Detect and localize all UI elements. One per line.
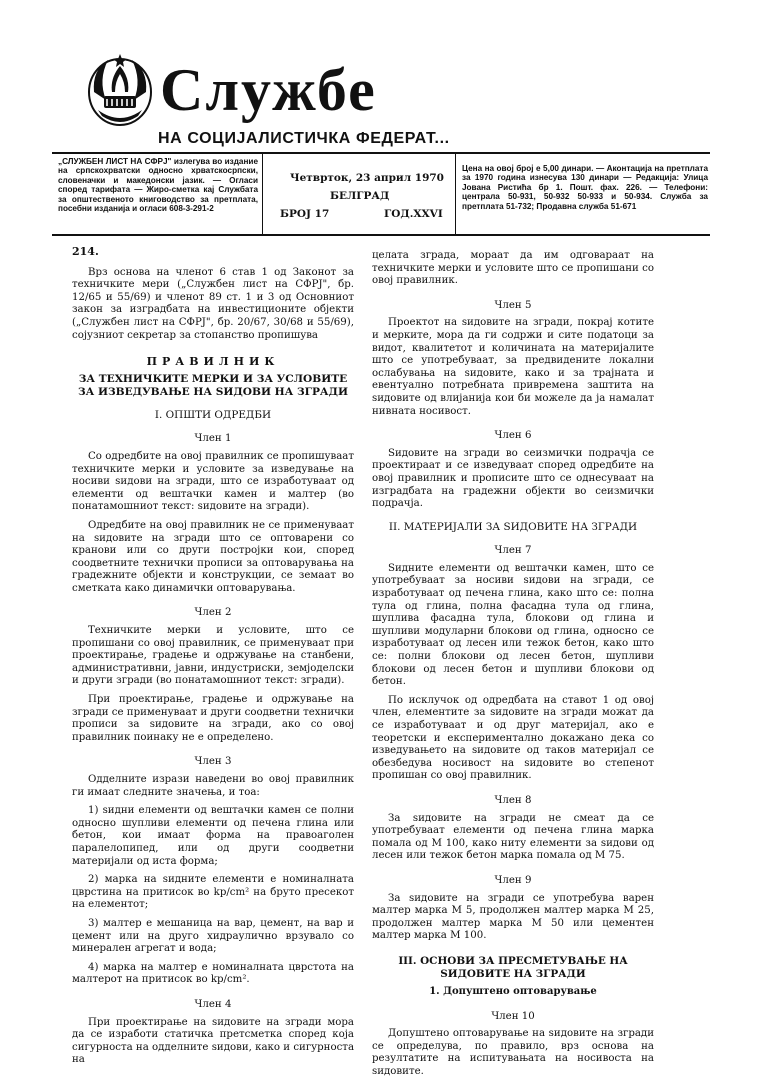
paragraph: За ѕидовите на згради не смеат да се употребуваат елементи од печена глина марка помала од М 100, како ниту елементи за ѕидови од лесен или тежок бетон марка помала од М 75. bbox=[372, 812, 654, 862]
paragraph: За ѕидовите на згради се употребува варен малтер марка М 5, продолжен малтер марка М 25, продолжен малтер марка М 50 или цементен малтер марка М 100. bbox=[372, 892, 654, 942]
paragraph: целата зграда, мораат да им одговараат на техничките мерки и условите што се пропишани со овој правилник. bbox=[372, 250, 654, 287]
article-label-3: Член 3 bbox=[194, 756, 232, 768]
issue-city: БЕЛГРАД bbox=[330, 190, 390, 202]
list-item: 3) малтер е мешаница на вар, цемент, на вар и цемент или на друго хидраулично врзувало со минерален агрегат и вода; bbox=[72, 917, 354, 955]
list-item: 4) марка на малтер е номиналната цврстота на малтерот на притисок во kp/cm². bbox=[72, 961, 354, 986]
masthead-title: Службе bbox=[160, 57, 377, 123]
issue-date: Четврток, 23 април 1970 bbox=[290, 172, 444, 184]
paragraph: Техничките мерки и условите, што се пропишани со овој правилник, се применуваат при проектирање, градење и одржување на станбени, административни, јавни, индустриски, земјоделски и други згради (во понатамошниот текст: згради). bbox=[72, 625, 354, 687]
article-label-10: Член 10 bbox=[491, 1010, 535, 1022]
document-subtitle: ЗА ТЕХНИЧКИТЕ МЕРКИ И ЗА УСЛОВИТЕ ЗА ИЗВЕДУВАЊЕ НА ЅИДОВИ НА ЗГРАДИ bbox=[78, 372, 348, 398]
header-divider-right bbox=[455, 152, 456, 234]
list-item: 2) марка на ѕидните елементи е номиналната цврстина на притисок во kp/cm² на бруто пресекот на елементот; bbox=[72, 874, 354, 911]
header-rule-bottom bbox=[52, 234, 710, 236]
header-rule-top bbox=[52, 152, 710, 154]
article-label-6: Член 6 bbox=[494, 430, 532, 442]
paragraph: Одредбите на овој правилник не се применуваат на ѕидовите на згради што се оптоварени со кранови или со други постројки кои, според соодветните технички прописи за оптоварувања на градежните објекти и конструкции, се земаат во сметката како динамички оптоварувања. bbox=[72, 519, 354, 594]
masthead-subtitle: НА СОЦИЈАЛИСТИЧКА ФЕДЕРАТ... bbox=[158, 130, 450, 147]
section-heading-2: II. МАТЕРИЈАЛИ ЗА ЅИДОВИТЕ НА ЗГРАДИ bbox=[388, 520, 638, 533]
yugoslav-coat-of-arms-icon bbox=[84, 52, 156, 128]
paragraph: Ѕидовите на згради во сеизмички подрачја се проектираат и се изведуваат според одредбите на овој правилник и прописите што се однесуваат на изградбата на градежни објекти во сеизмички подрачја. bbox=[372, 447, 654, 510]
paragraph: Допуштено оптоварување на ѕидовите на згради се определува, по правило, врз основа на резултатите на испитувањата на носивоста на ѕидовите. bbox=[372, 1028, 654, 1078]
paragraph: При проектирање на ѕидовите на згради мора да се изработи статичка претсметка според која сигурноста на одделните ѕидови, како и сигурноста на bbox=[72, 1016, 355, 1066]
section-heading-3: III. ОСНОВИ ЗА ПРЕСМЕТУВАЊЕ НА ЅИДОВИТЕ НА ЗГРАДИ bbox=[398, 954, 628, 980]
article-label-4: Член 4 bbox=[194, 998, 232, 1010]
intro-paragraph: Врз основа на членот 6 став 1 од Законот за техничките мери („Службен лист на СФРЈ", бр. 12/65 и 55/69) и членот 89 ст. 1 и 3 од Основниот закон за изградбата на инвестиционите објекти („Службен лист на СФРЈ", бр. 20/67, 30/68 и 55/69), сојузниот секретар за стопанство пропишува bbox=[72, 266, 354, 341]
issue-number: БРОЈ 17 bbox=[280, 208, 330, 220]
article-label-1: Член 1 bbox=[194, 433, 232, 445]
right-column bbox=[372, 250, 654, 1085]
article-label-7: Член 7 bbox=[494, 545, 532, 557]
paragraph: При проектирање, градење и одржување на згради се применуваат и други соодветни технички прописи за ѕидовите на згради, ако со овој правилник поинаку не е определено. bbox=[72, 694, 354, 743]
paragraph: По исклучок од одредбата на ставот 1 од овој член, елементите за ѕидовите на згради можат да се изработуваат и од друг материјал, ако е теоретски и експериментално докажано дека со изведувањето на ѕидовите од таков материјал се обезбедува носивост на ѕидовите во степенот пропишан со овој правилник. bbox=[372, 694, 654, 782]
left-column bbox=[72, 246, 354, 1073]
article-label-2: Член 2 bbox=[194, 607, 232, 619]
issue-year: ГОД.XXVI bbox=[384, 208, 443, 220]
paragraph: Ѕидните елементи од вештачки камен, што се употребуваат за носиви ѕидови на згради, се изработуваат од печена глина, како што се: полна тула од глина, полна фасадна тула од глина, шуплива фасадна тула, блокови од глина и шупливи модуларни блокови од глина, односно се изработуваат од лесен или тежок бетон, како што се: полни блокови од лесен бетон, шупливи блокови од лесен бетон и шупливи блокови од бетон. bbox=[372, 562, 654, 688]
paragraph: Со одредбите на овој правилник се пропишуваат техничките мерки и условите за изведување на носиви ѕидови на згради, што се изработуваат од елементи од вештачки камен и малтер (во понатамошниот текст: ѕидовите на згради). bbox=[72, 450, 354, 513]
paragraph: Одделните изрази наведени во овој правилник ги имаат следните значења, и тоа: bbox=[72, 774, 354, 798]
header-divider-left bbox=[262, 152, 263, 234]
article-label-8: Член 8 bbox=[494, 794, 532, 806]
document-title: ПРАВИЛНИК bbox=[146, 355, 280, 369]
section-heading-1: I. ОПШТИ ОДРЕДБИ bbox=[154, 408, 272, 421]
article-label-5: Член 5 bbox=[494, 299, 532, 311]
header-left-notice: „СЛУЖБЕН ЛИСТ НА СФРЈ" излегува во издание на српскохрватски односно хрватскосрпски, словеначки и македонски јазик. — Огласи според тарифата — Жиро-сметка кај Службата за општественото книговодство за претплата, посебни изданија и огласи 608-3-291-2 bbox=[58, 157, 258, 214]
subsection-heading: 1. Допуштено оптоварување bbox=[429, 986, 597, 998]
article-number: 214. bbox=[72, 245, 99, 258]
list-item: 1) ѕидни елементи од вештачки камен се полни односно шупливи елементи од печена глина или бетон, кои имаат форма на правоаголен паралелопипед, или од други соодветни материјали од иста форма; bbox=[72, 805, 354, 867]
paragraph: Проектот на ѕидовите на згради, покрај котите и мерките, мора да ги содржи и сите податоци за видот, квалитетот и количината на материјалите што се употребуваат, за предвидените локални ослабувања на ѕидовите, како и за трајната и евентуално потребната привремена заштита на ѕидовите од влијанија кои би можеле да ја намалат нивната носивост. bbox=[372, 317, 654, 417]
header-right-notice: Цена на овој број е 5,00 динари. — Аконтација на претплата за 1970 година изнесува 130 динари — Редакција: Улица Јована Ристића бр 1. Пошт. фах. 226. — Телефони: централа 50-931, 50-932 50-933 и 50-934. Служба за претплата 51-732; Продавна служба 51-671 bbox=[462, 164, 708, 211]
article-label-9: Член 9 bbox=[494, 874, 532, 886]
